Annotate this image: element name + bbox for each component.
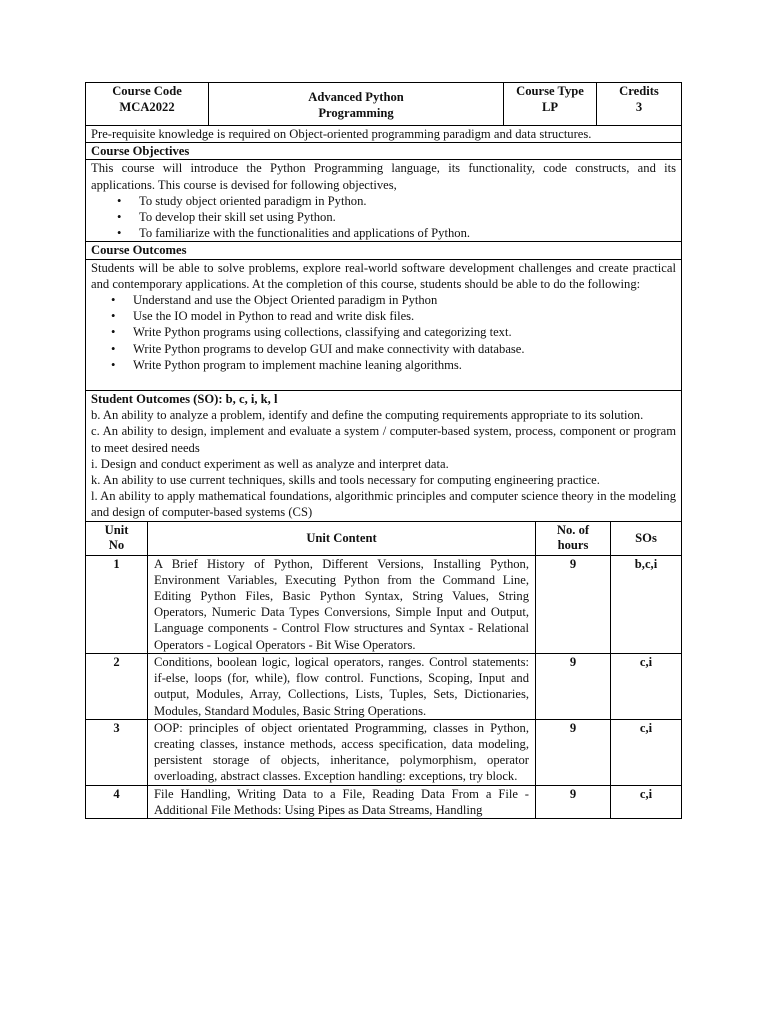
unit-no: 4 (86, 785, 148, 818)
credits-value: 3 (635, 100, 643, 115)
col-header-hours-line1: No. of (556, 523, 590, 538)
list-item: • Write Python program to implement machine leaning algorithms. (133, 357, 676, 373)
list-item: • Understand and use the Object Oriented paradigm in Python (133, 292, 676, 308)
unit-hours: 9 (536, 555, 611, 653)
unit-sos: c,i (611, 653, 682, 719)
units-header-row (86, 522, 682, 556)
units-table (85, 522, 682, 819)
table-row (86, 555, 682, 653)
student-outcome-c: c. An ability to design, implement and evaluate a system / computer-based system, process, component or program to meet desired needs (91, 424, 676, 455)
unit-hours: 9 (536, 653, 611, 719)
student-outcome-l: l. An ability to apply mathematical foundations, algorithmic principles and computer science theory in the modeling and design of computer-based systems (CS) (91, 489, 676, 520)
unit-content: A Brief History of Python, Different Versions, Installing Python, Environment Variables, Executing Python from the Command Line, Editing Python Files, Basic Python Syntax, String Values, String Operators, Numeric Data Types Conversions, Simple Input and Output, Language components - Control Flow structures and Syntax - Relational Operators - Logical Operators - Bit Wise Operators. (148, 555, 536, 653)
course-code-cell (86, 83, 209, 126)
col-header-unit (86, 522, 148, 556)
col-header-unit-line2: No (108, 538, 125, 553)
unit-no: 2 (86, 653, 148, 719)
objectives-cell (86, 160, 682, 242)
course-title-cell (209, 83, 504, 126)
unit-sos: b,c,i (611, 555, 682, 653)
course-code-value: MCA2022 (119, 100, 175, 115)
table-row (86, 719, 682, 785)
unit-content: OOP: principles of object orientated Programming, classes in Python, creating classes, instance methods, access specification, data modeling, persistent storage of objects, inheritance, polymorphism, operator overloading, abstract classes. Exception handling: exceptions, try block. (148, 719, 536, 785)
unit-hours: 9 (536, 719, 611, 785)
credits-cell (597, 83, 682, 126)
col-header-content: Unit Content (148, 522, 536, 556)
course-title-line1: Advanced Python (308, 89, 404, 104)
outcomes-heading: Course Outcomes (86, 242, 682, 259)
prerequisite-text: Pre-requisite knowledge is required on Object-oriented programming paradigm and data structures. (91, 127, 592, 141)
list-item: • Write Python programs using collections, classifying and categorizing text. (133, 324, 676, 340)
course-type-cell (504, 83, 597, 126)
table-row (86, 785, 682, 818)
unit-hours: 9 (536, 785, 611, 818)
objectives-intro: This course will introduce the Python Programming language, its functionality, code constructs, and its applications. This course is devised for following objectives, (91, 161, 676, 192)
student-outcomes-cell (86, 391, 682, 522)
unit-content: Conditions, boolean logic, logical operators, ranges. Control statements: if-else, loops (for, while), flow control. Functions, Scoping, Input and output, Modules, Array, Collections, Lists, Tuples, Sets, Dictionaries, Modules, Standard Modules, Basic String Operations. (148, 653, 536, 719)
course-type-label: Course Type (516, 84, 584, 98)
list-item: • To familiarize with the functionalities and applications of Python. (139, 225, 676, 241)
list-item: • Use the IO model in Python to read and write disk files. (133, 308, 676, 324)
course-header-row (86, 83, 682, 126)
list-item: • Write Python programs to develop GUI and make connectivity with database. (133, 341, 676, 357)
student-outcome-b: b. An ability to analyze a problem, identify and define the computing requirements appropriate to its solution. (91, 408, 644, 423)
prerequisite-cell (86, 126, 682, 143)
outcomes-cell (86, 259, 682, 390)
list-item: • To develop their skill set using Python. (139, 209, 676, 225)
course-info-table (85, 82, 682, 522)
course-type-value: LP (541, 100, 559, 115)
course-code-label: Course Code (112, 84, 182, 98)
credits-label: Credits (619, 84, 659, 98)
col-header-hours (536, 522, 611, 556)
course-title-line2: Programming (318, 106, 394, 120)
objectives-list (91, 193, 676, 242)
unit-no: 3 (86, 719, 148, 785)
objectives-heading: Course Objectives (86, 143, 682, 160)
unit-no: 1 (86, 555, 148, 653)
table-row (86, 653, 682, 719)
student-outcome-i: i. Design and conduct experiment as well as analyze and interpret data. (91, 456, 449, 471)
unit-content: File Handling, Writing Data to a File, Reading Data From a File - Additional File Methods: Using Pipes as Data Streams, Handling (148, 785, 536, 818)
unit-sos: c,i (611, 719, 682, 785)
outcomes-intro: Students will be able to solve problems, explore real-world software development challenges and create practical and contemporary applications. At the completion of this course, students should be able to do the following: (91, 260, 676, 291)
unit-sos: c,i (611, 785, 682, 818)
outcomes-list (91, 292, 676, 373)
course-document (85, 82, 682, 819)
student-outcomes-heading: Student Outcomes (SO): b, c, i, k, l (91, 392, 278, 407)
col-header-hours-line2: hours (557, 538, 589, 553)
col-header-unit-line1: Unit (104, 523, 129, 538)
list-item: • To study object oriented paradigm in Python. (139, 193, 676, 209)
col-header-sos: SOs (611, 522, 682, 556)
student-outcome-k: k. An ability to use current techniques, skills and tools necessary for computing engineering practice. (91, 473, 600, 488)
